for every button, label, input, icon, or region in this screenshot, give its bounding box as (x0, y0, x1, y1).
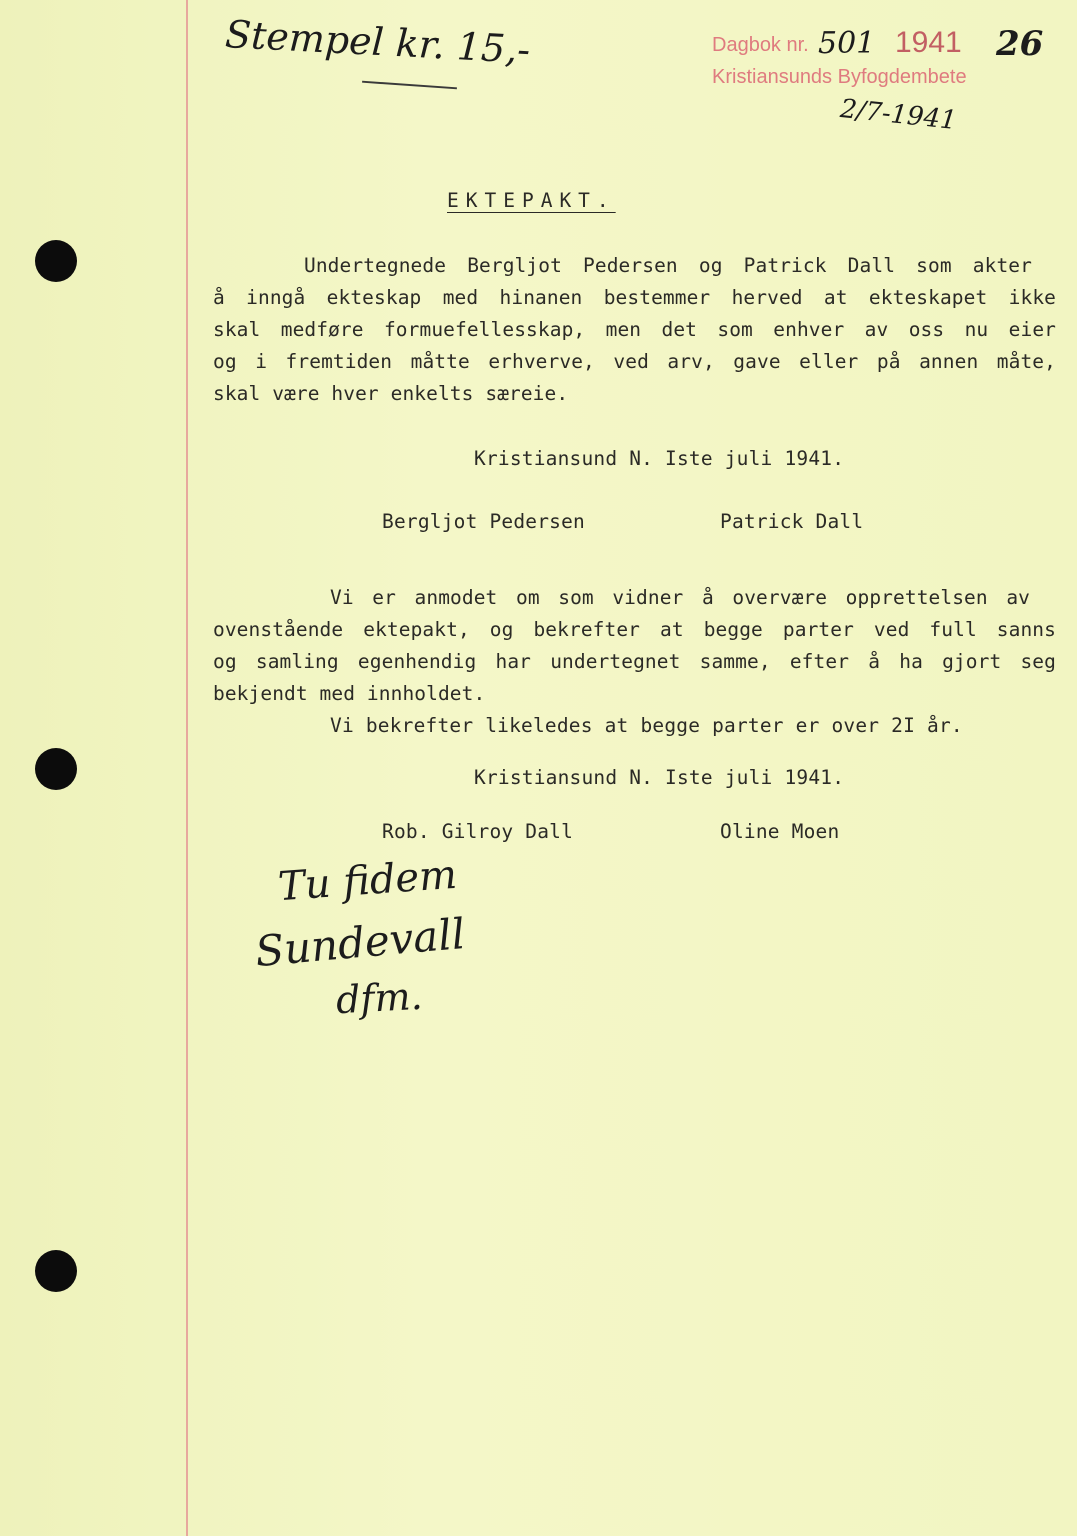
stamp-duty-underline (362, 81, 457, 90)
punch-hole-top (35, 240, 77, 282)
signatory-2: Patrick Dall (720, 510, 864, 533)
signatory-1: Bergljot Pedersen (382, 510, 585, 533)
paragraph1-line5: skal være hver enkelts særeie. (213, 382, 569, 405)
journal-year: 1941 (895, 26, 962, 59)
paragraph2-line3: og samling egenhendig har undertegnet samme, efter å ha gjort seg (213, 650, 1056, 673)
office-name: Kristiansunds Byfogdembete (712, 66, 967, 88)
journal-label: Dagbok nr. (712, 34, 809, 56)
paragraph3: Vi bekrefter likeledes at begge parter er over 2I år. (330, 714, 963, 737)
document-title: EKTEPAKT. (447, 189, 616, 212)
place-date-2: Kristiansund N. Iste juli 1941. (474, 766, 845, 789)
punch-hole-middle (35, 748, 77, 790)
place-date-1: Kristiansund N. Iste juli 1941. (474, 447, 845, 470)
witness-1: Rob. Gilroy Dall (382, 820, 574, 843)
paragraph1-line4: og i fremtiden måtte erhverve, ved arv, gave eller på annen måte, (213, 350, 1056, 373)
registration-date: 2/7-1941 (838, 93, 959, 137)
journal-number: 501 (818, 26, 876, 61)
paragraph1-line2: å inngå ekteskap med hinanen bestemmer herved at ekteskapet ikke (213, 286, 1056, 309)
endorsement-line1: Tu fidem (276, 851, 459, 911)
page-number: 26 (996, 24, 1044, 64)
margin-rule (186, 0, 188, 1536)
paragraph1-line1: Undertegnede Bergljot Pedersen og Patrick Dall som akter (304, 254, 1032, 277)
endorsement-line2: Sundevall (253, 908, 467, 977)
punch-hole-bottom (35, 1250, 77, 1292)
paragraph2-line2: ovenstående ektepakt, og bekrefter at begge parter ved full sanns (213, 618, 1056, 641)
paragraph2-line1: Vi er anmodet om som vidner å overvære opprettelsen av (330, 586, 1030, 609)
stamp-duty-note: Stempel kr. 15,- (224, 12, 532, 72)
witness-2: Oline Moen (720, 820, 840, 843)
paragraph1-line3: skal medføre formuefellesskap, men det som enhver av oss nu eier (213, 318, 1056, 341)
paragraph2-line4: bekjendt med innholdet. (213, 682, 486, 705)
endorsement-line3: dfm. (334, 973, 424, 1023)
